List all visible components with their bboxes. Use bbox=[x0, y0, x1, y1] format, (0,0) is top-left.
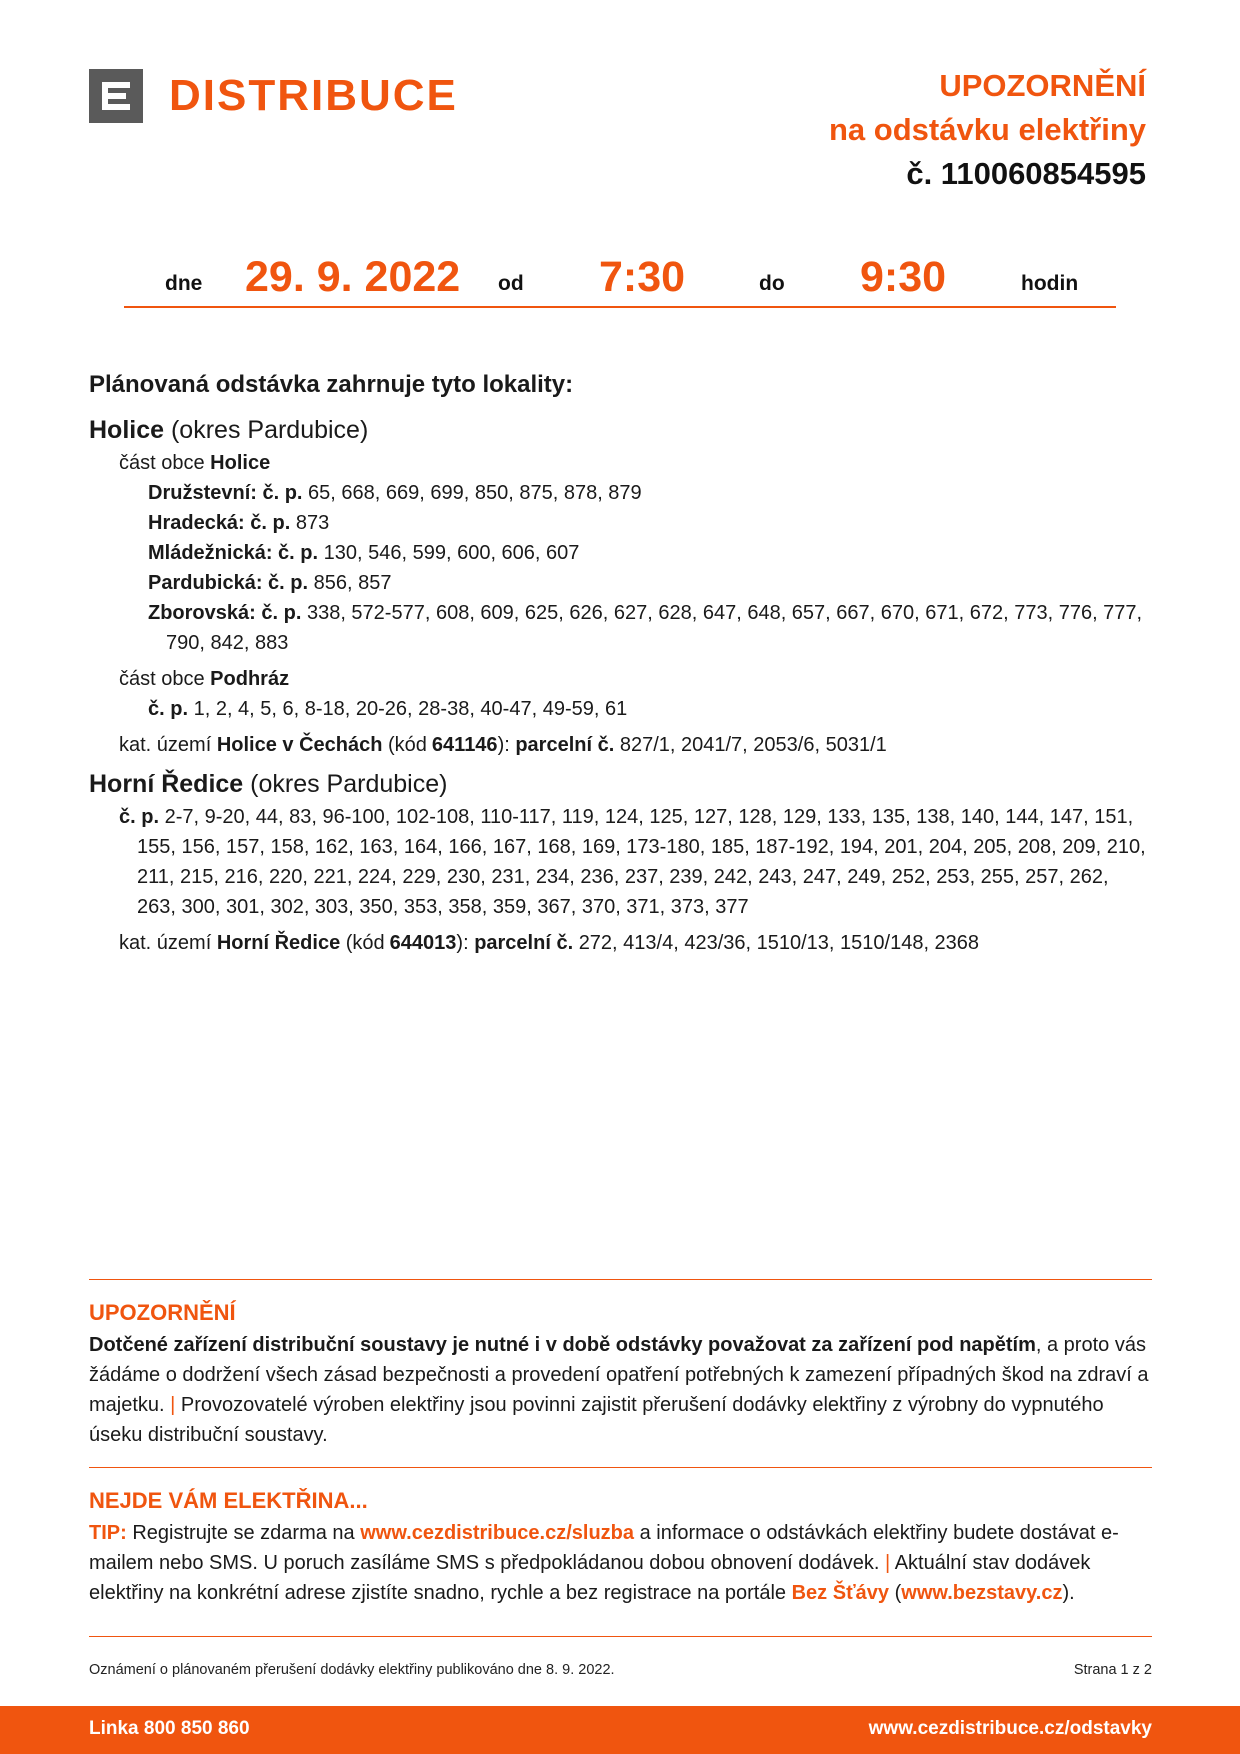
town-district: (okres Pardubice) bbox=[250, 770, 448, 798]
cadastral-holice: kat. území Holice v Čechách (kód 641146): parcelní č. 827/1, 2041/7, 2053/6, 5031/1 bbox=[119, 734, 887, 756]
outage-date: 29. 9. 2022 bbox=[245, 253, 461, 301]
notice-subtitle: na odstávku elektřiny bbox=[828, 112, 1146, 147]
service-link[interactable]: www.cezdistribuce.cz/sluzba bbox=[360, 1522, 635, 1544]
street-row: Hradecká: č. p. 873 bbox=[148, 512, 330, 534]
notice-title: UPOZORNĚNÍ bbox=[939, 68, 1146, 103]
divider bbox=[89, 1467, 1152, 1468]
town-district: (okres Pardubice) bbox=[170, 416, 369, 444]
town-name: Holice bbox=[89, 416, 165, 444]
page-number: Strana 1 z 2 bbox=[1073, 1662, 1152, 1678]
divider bbox=[89, 1636, 1152, 1637]
podhraz-numbers: č. p. 1, 2, 4, 5, 6, 8-18, 20-26, 28-38, 40-47, 49-59, 61 bbox=[148, 698, 628, 720]
street-row: Zborovská: č. p. 338, 572-577, 608, 609, 625, 626, 627, 628, 647, 648, 657, 667, 670, 671, 672, 773, 776, 777, 790, 842, 883 bbox=[148, 602, 1143, 654]
outages-url[interactable]: www.cezdistribuce.cz/odstavky bbox=[868, 1718, 1152, 1739]
street-row: Mládežnická: č. p. 130, 546, 599, 600, 606, 607 bbox=[148, 542, 580, 564]
schedule-band bbox=[124, 250, 1116, 308]
cadastral-horni-redice: kat. území Horní Ředice (kód 644013): parcelní č. 272, 413/4, 423/36, 1510/13, 1510/148, 2368 bbox=[119, 932, 980, 954]
localities-heading: Plánovaná odstávka zahrnuje tyto lokality: bbox=[89, 371, 574, 398]
notice-header bbox=[829, 64, 1146, 196]
warning-text: Dotčené zařízení distribuční soustavy je nutné i v době odstávky považovat za zařízení pod napětím, a proto vás žádáme o dodržení všech zásad bezpečnosti a provedení opatření potřebných k zamezení případných škod na zdraví a majetku. | Provozovatelé výroben elektřiny jsou povinni zajistit přerušení dodávky elektřiny z výrobny do vypnutého úseku distribuční soustavy. bbox=[89, 1334, 1149, 1446]
town-horni-redice bbox=[89, 766, 1149, 802]
tip-text: TIP: Registrujte se zdarma na www.cezdistribuce.cz/sluzba a informace o odstávkách elektřiny budete dostávat e-mailem nebo SMS. U poruch zasíláme SMS s předpokládanou dobou obnovení dodávek. | Aktuální stav dodávek elektřiny na konkrétní adrese zjistíte snadno, rychle a bez registrace na portále Bez Šťávy (www.bezstavy.cz). bbox=[89, 1522, 1119, 1604]
tip-title: NEJDE VÁM ELEKTŘINA... bbox=[89, 1488, 368, 1513]
cez-logo-icon bbox=[89, 69, 143, 123]
localities-section bbox=[89, 370, 1149, 958]
warning-box bbox=[89, 1298, 1152, 1450]
warning-title: UPOZORNĚNÍ bbox=[89, 1300, 236, 1325]
divider bbox=[89, 1279, 1152, 1280]
street-row: Pardubická: č. p. 856, 857 bbox=[148, 572, 392, 594]
brand-name: DISTRIBUCE bbox=[169, 71, 458, 120]
hours-label: hodin bbox=[1021, 272, 1079, 295]
street-row: Družstevní: č. p. 65, 668, 669, 699, 850, 875, 878, 879 bbox=[148, 482, 642, 504]
date-label: dne bbox=[165, 272, 203, 295]
notice-number: č. 110060854595 bbox=[906, 156, 1146, 191]
published-note: Oznámení o plánovaném přerušení dodávky elektřiny publikováno dne 8. 9. 2022. bbox=[89, 1662, 615, 1678]
tip-box bbox=[89, 1486, 1152, 1608]
end-time: 9:30 bbox=[860, 253, 947, 301]
part-podhraz: část obce Podhráz bbox=[119, 668, 290, 690]
part-holice: část obce Holice bbox=[119, 452, 271, 474]
portal-name: Bez Šťávy bbox=[791, 1582, 890, 1604]
from-label: od bbox=[498, 272, 524, 295]
start-time: 7:30 bbox=[599, 253, 686, 301]
bezstavy-link[interactable]: www.bezstavy.cz bbox=[901, 1582, 1063, 1604]
footer-bar bbox=[0, 1706, 1240, 1754]
to-label: do bbox=[759, 272, 785, 295]
town-holice bbox=[89, 412, 1149, 448]
hotline: Linka 800 850 860 bbox=[89, 1718, 250, 1739]
horni-redice-numbers: č. p. 2-7, 9-20, 44, 83, 96-100, 102-108, 110-117, 119, 124, 125, 127, 128, 129, 133, 135, 138, 140, 144, 147, 151, 155, 156, 157, 158, 162, 163, 164, 166, 167, 168, 169, 173-180, 185, 187-192, 194, 201, 204, 205, 208, 209, 210, 211, 215, 216, 220, 221, 224, 229, 230, 231, 234, 236, 237, 239, 242, 243, 247, 249, 252, 253, 255, 257, 262, 263, 300, 301, 302, 303, 350, 353, 358, 359, 367, 370, 371, 373, 377 bbox=[119, 806, 1146, 918]
town-name: Horní Ředice bbox=[89, 770, 244, 798]
company-logo bbox=[89, 69, 458, 123]
